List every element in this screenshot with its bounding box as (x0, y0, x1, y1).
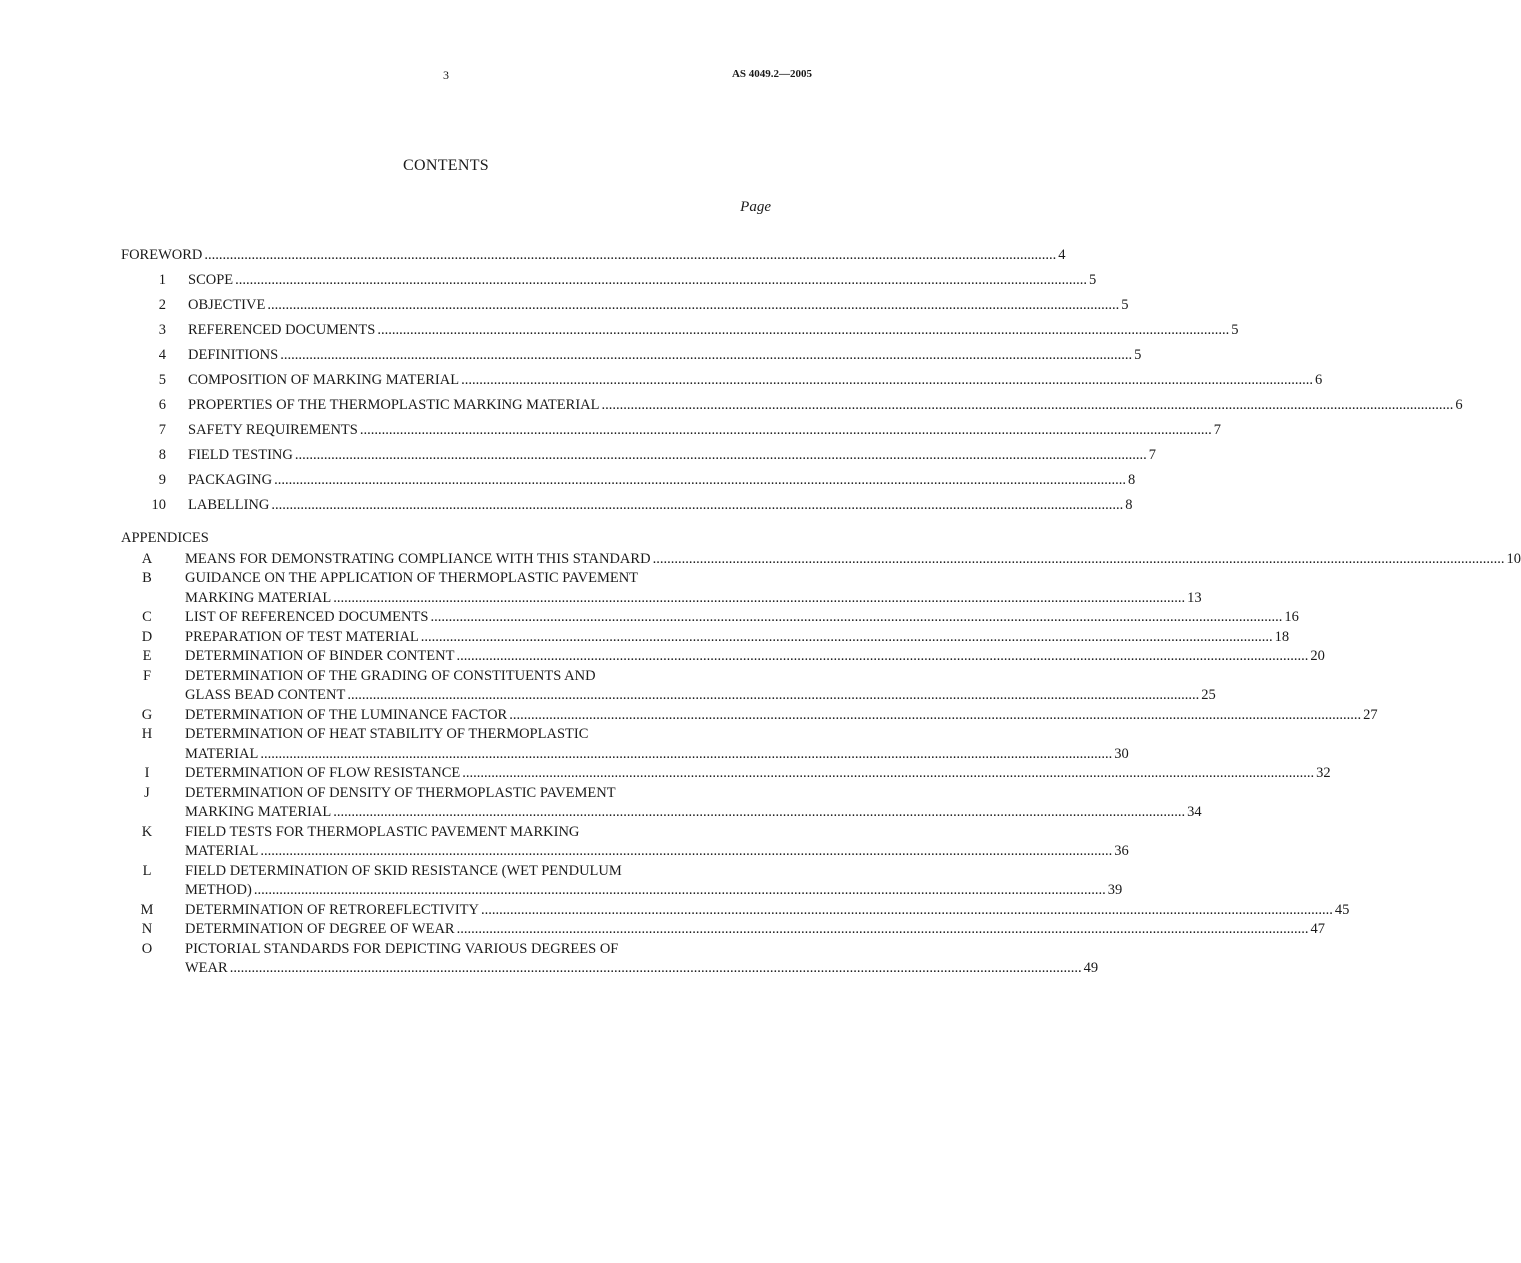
toc-entry-number: 7 (158, 422, 166, 438)
dot-leader (333, 590, 1185, 607)
toc-entry-section[interactable] (121, 389, 1463, 414)
toc-entry-number: 1 (158, 272, 166, 288)
appendix-letter-text: B (142, 570, 152, 586)
toc-entry-section[interactable] (121, 414, 1221, 439)
appendix-letter (121, 938, 173, 977)
toc-entry-appendix[interactable] (121, 899, 1350, 919)
toc-entry-page: 5 (1231, 322, 1239, 338)
appendix-letter (121, 626, 173, 646)
toc-entry-appendix[interactable] (121, 607, 1299, 627)
appendix-letter (121, 899, 173, 919)
toc-entry-foreword[interactable] (121, 239, 1066, 264)
toc-entry-title: LABELLING (188, 497, 270, 513)
toc-entry-number: 9 (158, 472, 166, 488)
dot-leader (260, 746, 1112, 763)
dot-leader (456, 648, 1308, 665)
toc-entry-number: 6 (158, 397, 166, 413)
toc-entry-title: FIELD TESTING (188, 447, 293, 463)
dot-leader (509, 707, 1361, 724)
dot-leader (462, 765, 1314, 782)
toc-entry-page: 8 (1125, 497, 1133, 513)
appendix-title-line: DETERMINATION OF THE GRADING OF CONSTITUENTS AND (185, 667, 596, 684)
dot-leader (347, 687, 1199, 704)
toc-entry-appendix[interactable] (121, 724, 1129, 763)
appendix-letter (121, 548, 173, 568)
appendix-letter (121, 646, 173, 666)
toc-entry-appendix[interactable] (121, 548, 1521, 568)
dot-leader (377, 322, 1229, 339)
toc-entry-page: 8 (1127, 472, 1136, 488)
appendix-letter (121, 704, 173, 724)
appendix-title-line: GUIDANCE ON THE APPLICATION OF THERMOPLASTIC PAVEMENT (185, 570, 639, 586)
appendix-letter (121, 919, 173, 939)
dot-leader (360, 422, 1212, 439)
appendix-letter (121, 763, 173, 783)
toc-entry-title: SAFETY REQUIREMENTS (188, 422, 358, 438)
toc-entry-page: 5 (1134, 347, 1142, 363)
toc-entry-appendix[interactable] (121, 568, 1202, 607)
toc-entry-page: 6 (1455, 397, 1463, 413)
appendix-letter-text: E (142, 648, 152, 664)
toc-entry-appendix[interactable] (121, 704, 1378, 724)
toc-entry-appendix[interactable] (121, 626, 1290, 646)
appendix-letter (121, 724, 173, 763)
appendix-letter-text: N (141, 921, 153, 937)
toc-entry-title: DEFINITIONS (188, 347, 279, 363)
appendix-letter (121, 607, 173, 627)
dot-leader (430, 609, 1282, 626)
dot-leader (461, 372, 1313, 389)
appendix-title-line: PICTORIAL STANDARDS FOR DEPICTING VARIOUS DEGREES OF (185, 940, 619, 957)
toc-entry-title: OBJECTIVE (188, 297, 266, 313)
dot-leader (260, 843, 1112, 860)
appendix-title-line: MATERIAL (185, 843, 259, 859)
appendix-title-line: DETERMINATION OF BINDER CONTENT (185, 648, 455, 664)
appendix-list (121, 548, 1521, 977)
toc-entry-page: 5 (1089, 272, 1097, 288)
dot-leader (295, 447, 1147, 464)
toc-entry-page: 7 (1148, 447, 1156, 463)
toc-entry-appendix[interactable] (121, 821, 1129, 860)
appendix-letter-text: J (144, 784, 150, 801)
appendix-letter (121, 568, 173, 607)
toc-entry-section[interactable] (121, 264, 1097, 289)
appendix-title-line: DETERMINATION OF RETROREFLECTIVITY (185, 901, 480, 918)
appendix-letter-text: D (141, 628, 153, 645)
appendix-letter-text: H (141, 726, 153, 742)
appendix-letter-text: L (142, 862, 152, 879)
toc-entry-page: 45 (1334, 901, 1350, 918)
toc-entry-appendix[interactable] (121, 646, 1325, 666)
toc-entry-section[interactable] (121, 289, 1129, 314)
appendix-letter (121, 665, 173, 704)
toc-entry-page: 49 (1083, 960, 1099, 976)
appendix-letter (121, 860, 173, 899)
dot-leader (254, 882, 1106, 899)
toc-sections (121, 239, 1463, 514)
appendix-letter-text: G (141, 706, 153, 723)
toc-entry-appendix[interactable] (121, 782, 1202, 821)
toc-entry-title: PROPERTIES OF THE THERMOPLASTIC MARKING MATERIAL (188, 397, 600, 413)
dot-leader (267, 297, 1119, 314)
toc-entry-section[interactable] (121, 489, 1133, 514)
toc-entry-section[interactable] (121, 439, 1156, 464)
appendix-letter-text: A (141, 550, 153, 567)
toc-entry-appendix[interactable] (121, 665, 1216, 704)
page-number: 3 (443, 68, 449, 82)
toc-entry-page: 30 (1114, 745, 1129, 762)
toc-entry-title: PACKAGING (188, 472, 273, 488)
toc-entry-page: 7 (1213, 422, 1221, 438)
appendix-letter (121, 782, 173, 821)
toc-entry-appendix[interactable] (121, 938, 1099, 977)
appendix-letter-text: O (141, 940, 153, 957)
toc-entry-page: 39 (1107, 882, 1123, 898)
appendix-title-line: METHOD) (185, 882, 252, 898)
appendix-title-line: GLASS BEAD CONTENT (185, 687, 346, 703)
toc-entry-title: COMPOSITION OF MARKING MATERIAL (188, 372, 460, 388)
dot-leader (235, 272, 1087, 289)
toc-entry-page: 25 (1201, 687, 1216, 703)
document-identifier: AS 4049.2—2005 (731, 68, 812, 80)
toc-entry-page: 18 (1274, 628, 1290, 645)
toc-entry-page: 32 (1316, 765, 1331, 781)
appendix-title-line: MARKING MATERIAL (185, 589, 332, 606)
toc-entry-page: 10 (1506, 550, 1521, 567)
appendix-letter-text: C (142, 609, 152, 625)
dot-leader (481, 902, 1333, 919)
appendix-title-line: MEANS FOR DEMONSTRATING COMPLIANCE WITH THIS STANDARD (185, 550, 651, 567)
toc-entry-page: 27 (1363, 706, 1378, 723)
appendix-title-line: DETERMINATION OF THE LUMINANCE FACTOR (185, 706, 508, 723)
toc-entry-title: SCOPE (188, 272, 234, 288)
toc-entry-page: 36 (1114, 843, 1129, 859)
toc-entry-appendix[interactable] (121, 919, 1325, 939)
dot-leader (601, 397, 1453, 414)
toc-entry-page: 13 (1187, 589, 1202, 606)
toc-entry-section[interactable] (121, 364, 1323, 389)
toc-entry-section[interactable] (121, 339, 1142, 364)
toc-entry-page: 47 (1310, 921, 1325, 937)
appendix-title-line: DETERMINATION OF DEGREE OF WEAR (185, 921, 455, 937)
appendix-title-line: FIELD TESTS FOR THERMOPLASTIC PAVEMENT MARKING (185, 823, 580, 840)
toc-entry-number: 10 (151, 497, 166, 513)
contents-heading: CONTENTS (403, 157, 489, 174)
toc-entry-title: FOREWORD (121, 247, 203, 263)
toc-entry-page: 16 (1284, 609, 1299, 625)
toc-entry-title: REFERENCED DOCUMENTS (188, 322, 376, 338)
dot-leader (333, 804, 1185, 821)
appendix-letter-text: K (141, 823, 153, 840)
toc-entry-page: 20 (1310, 648, 1325, 664)
appendix-title-line: MATERIAL (185, 745, 259, 762)
dot-leader (421, 629, 1273, 646)
appendices-heading: APPENDICES (121, 530, 209, 546)
appendix-letter-text: M (140, 901, 154, 918)
page-column-label: Page (740, 199, 771, 215)
section-list (121, 264, 1463, 514)
appendix-letter (121, 821, 173, 860)
toc-entry-number: 5 (158, 372, 166, 388)
appendix-title-line: DETERMINATION OF HEAT STABILITY OF THERMOPLASTIC (185, 726, 589, 742)
toc-entry-number: 8 (158, 447, 166, 463)
appendix-title-line: WEAR (185, 960, 228, 976)
dot-leader (280, 347, 1132, 364)
dot-leader (457, 921, 1309, 938)
toc-entry-page: 6 (1314, 372, 1323, 388)
toc-entry-section[interactable] (121, 314, 1239, 339)
toc-entry-page: 4 (1058, 247, 1066, 263)
dot-leader (274, 472, 1126, 489)
toc-entry-section[interactable] (121, 464, 1136, 489)
toc-entry-appendix[interactable] (121, 763, 1331, 783)
toc-entry-appendix[interactable] (121, 860, 1123, 899)
toc-entry-number: 4 (158, 347, 166, 363)
appendix-title-line: LIST OF REFERENCED DOCUMENTS (185, 609, 429, 625)
toc-entry-number: 2 (158, 297, 166, 313)
appendix-title-line: MARKING MATERIAL (185, 804, 332, 820)
dot-leader (271, 497, 1123, 514)
toc-entry-number: 3 (158, 322, 166, 338)
toc-entry-page: 34 (1187, 804, 1202, 820)
appendix-title-line: DETERMINATION OF FLOW RESISTANCE (185, 765, 461, 781)
appendix-title-line: DETERMINATION OF DENSITY OF THERMOPLASTIC PAVEMENT (185, 784, 616, 801)
toc-entry-page: 5 (1121, 297, 1129, 313)
dot-leader (653, 551, 1505, 568)
appendix-title-line: PREPARATION OF TEST MATERIAL (185, 628, 419, 645)
appendix-letter-text: I (144, 765, 150, 781)
toc-appendices (121, 529, 1521, 977)
dot-leader (230, 960, 1082, 977)
dot-leader (204, 247, 1056, 264)
appendix-title-line: FIELD DETERMINATION OF SKID RESISTANCE (WET PENDULUM (185, 862, 622, 879)
appendix-letter-text: F (142, 667, 152, 684)
